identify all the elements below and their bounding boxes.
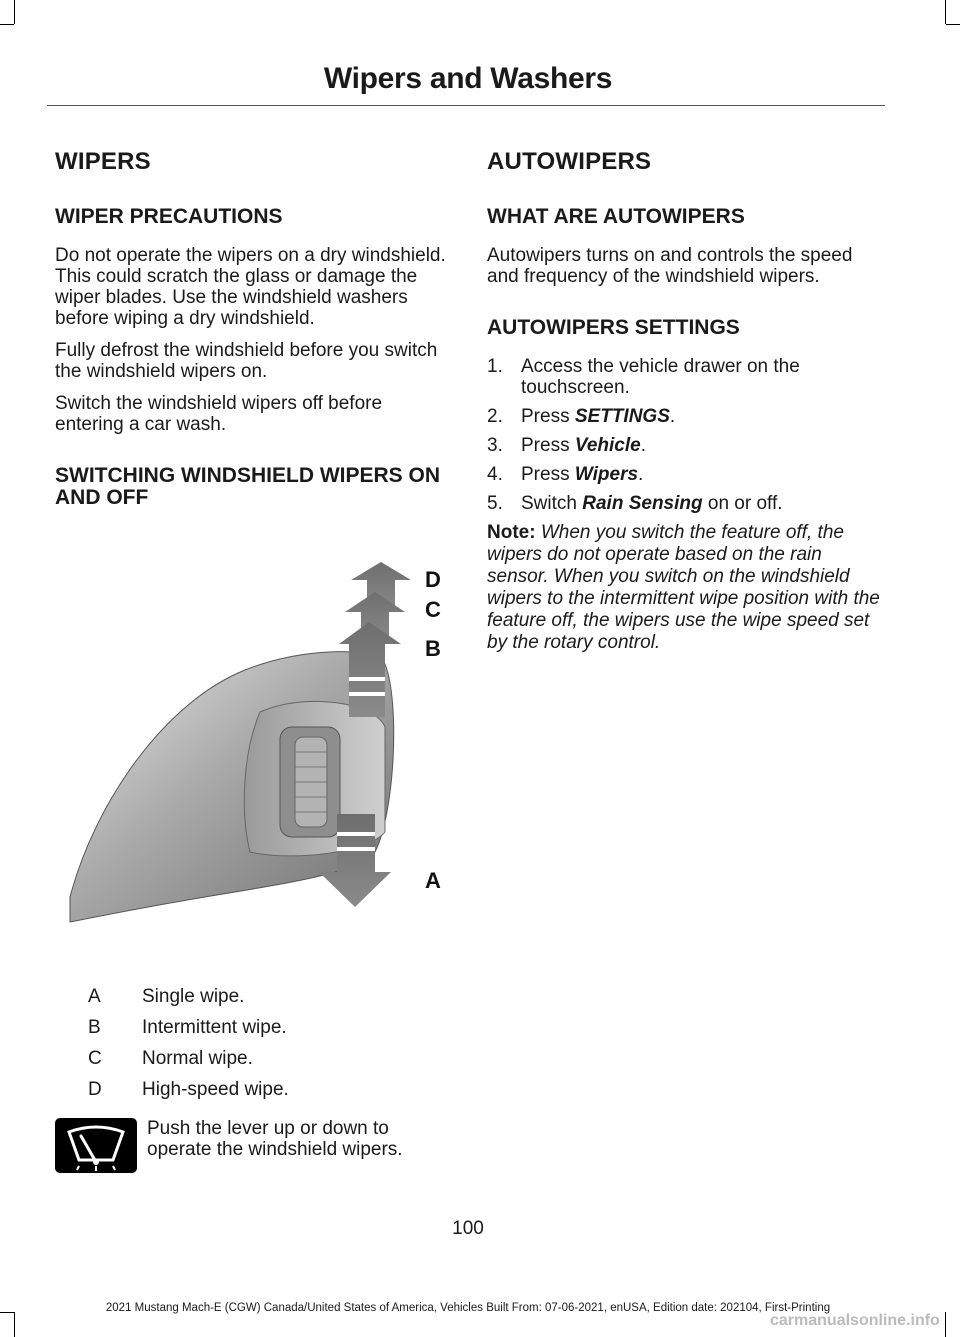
figure-legend bbox=[88, 986, 448, 1110]
precaution-paragraph: Fully defrost the windshield before you switch the windshield wipers on. bbox=[55, 340, 438, 382]
page-number: 100 bbox=[452, 1218, 484, 1239]
crop-mark bbox=[945, 0, 946, 24]
legend-key: A bbox=[88, 986, 101, 1007]
legend-text: Normal wipe. bbox=[142, 1048, 253, 1069]
autowipers-description: Autowipers turns on and controls the speed and frequency of the windshield wipers. bbox=[487, 245, 853, 287]
step-item: 2. Press SETTINGS. bbox=[487, 406, 676, 427]
legend-row bbox=[88, 986, 448, 1007]
header-divider bbox=[47, 105, 885, 106]
legend-text: Single wipe. bbox=[142, 986, 245, 1007]
watermark: carmanualsonline.info bbox=[770, 1312, 940, 1329]
legend-row bbox=[88, 1048, 448, 1069]
heading-what-are-autowipers: WHAT ARE AUTOWIPERS bbox=[487, 205, 745, 228]
step-item: 4. Press Wipers. bbox=[487, 464, 644, 485]
note-text: When you switch the feature off, the wipers do not operate based on the rain sensor. When you switch on the windshield wipers to the intermittent wipe position with the feature off, the wipers use the wipe speed set by the rotary control. bbox=[487, 522, 880, 653]
legend-row bbox=[88, 1079, 448, 1100]
section-title-wipers: WIPERS bbox=[55, 148, 151, 175]
step-item: 1. Access the vehicle drawer on the touchscreen. bbox=[487, 356, 800, 398]
legend-key: B bbox=[88, 1017, 101, 1038]
precaution-paragraph: Switch the windshield wipers off before entering a car wash. bbox=[55, 393, 383, 435]
crop-mark bbox=[0, 24, 14, 25]
wiper-lever-illustration bbox=[55, 552, 447, 952]
legend-text: High-speed wipe. bbox=[142, 1079, 289, 1100]
figure-label-d: D bbox=[425, 567, 441, 592]
crop-mark bbox=[945, 1312, 946, 1337]
note-label: Note: bbox=[487, 522, 536, 543]
page-header-title: Wipers and Washers bbox=[323, 62, 613, 95]
legend-key: D bbox=[88, 1079, 102, 1100]
section-title-autowipers: AUTOWIPERS bbox=[487, 148, 652, 175]
heading-autowipers-settings: AUTOWIPERS SETTINGS bbox=[487, 316, 740, 339]
crop-mark bbox=[14, 1312, 15, 1337]
heading-wiper-precautions: WIPER PRECAUTIONS bbox=[55, 205, 283, 228]
legend-text: Intermittent wipe. bbox=[142, 1017, 287, 1038]
precaution-paragraph: Do not operate the wipers on a dry windshield. This could scratch the glass or damage the wiper blades. Use the windshield washers before wiping a dry windshield. bbox=[55, 245, 446, 329]
left-column bbox=[55, 148, 447, 526]
figure-label-c: C bbox=[425, 597, 441, 622]
heading-switching-wipers: SWITCHING WINDSHIELD WIPERS ON AND OFF bbox=[55, 464, 440, 509]
settings-steps bbox=[487, 356, 887, 514]
wiper-instruction: Push the lever up or down to operate the windshield wipers. bbox=[147, 1118, 403, 1160]
legend-row bbox=[88, 1017, 448, 1038]
footer-text: 2021 Mustang Mach-E (CGW) Canada/United States of America, Vehicles Built From: 07-06-2021, enUSA, Edition date: 202104, First-Printing bbox=[105, 1302, 831, 1314]
crop-mark bbox=[14, 0, 15, 24]
note-block bbox=[487, 522, 887, 654]
legend-key: C bbox=[88, 1048, 102, 1069]
step-item: 3. Press Vehicle. bbox=[487, 435, 646, 456]
figure-label-b: B bbox=[425, 636, 441, 661]
figure-label-a: A bbox=[425, 868, 441, 893]
windshield-wiper-icon bbox=[55, 1118, 137, 1173]
step-item: 5. Switch Rain Sensing on or off. bbox=[487, 493, 783, 514]
crop-mark bbox=[946, 24, 960, 25]
right-column bbox=[487, 148, 887, 654]
